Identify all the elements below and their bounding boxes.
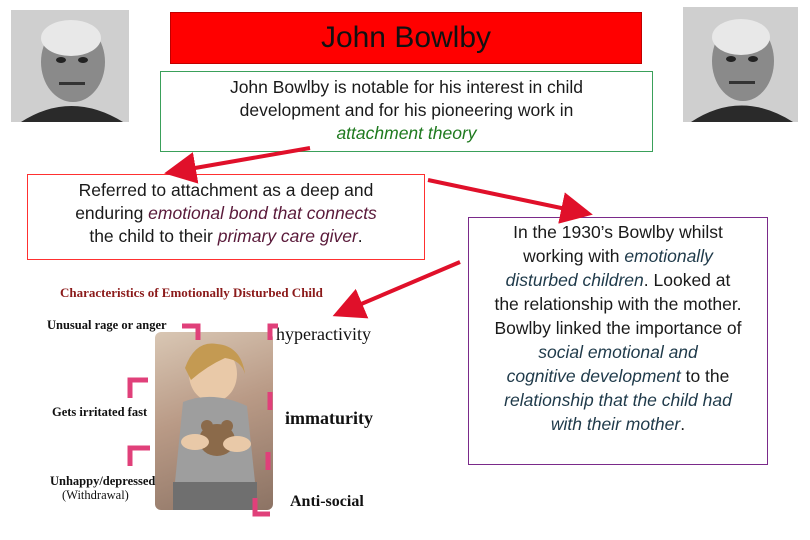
research-line-9-end: . — [680, 414, 686, 434]
research-line-2 — [473, 244, 763, 268]
research-box — [468, 217, 768, 465]
diagram-title: Characteristics of Emotionally Disturbed Child — [60, 285, 323, 300]
connector-mid-left-1 — [130, 380, 148, 398]
attachment-theory-text: attachment theory — [336, 123, 477, 143]
primary-care-giver-text: primary care giver — [217, 226, 358, 246]
definition-line-3 — [28, 225, 424, 248]
research-line-3 — [473, 268, 763, 292]
label-unusual-rage: Unusual rage or anger — [47, 318, 167, 332]
label-hyperactivity: hyperactivity — [276, 324, 371, 344]
intro-box — [160, 71, 653, 152]
social-emotional-text: social emotional and — [538, 342, 698, 362]
research-line-7-end: to the — [680, 366, 730, 386]
emotionally-text: emotionally — [624, 246, 713, 266]
intro-line-2: development and for his pioneering work in — [239, 100, 574, 120]
research-line-1: In the 1930’s Bowlby whilst — [513, 222, 723, 242]
title-banner — [170, 12, 642, 64]
with-mother-text: with their mother — [550, 414, 681, 434]
intro-line-1: John Bowlby is notable for his interest in child — [229, 77, 584, 97]
portrait-right — [683, 7, 798, 122]
connector-mid-left-2 — [130, 448, 150, 466]
child-photo-image — [155, 332, 273, 510]
child-photo — [155, 332, 273, 510]
label-irritated: Gets irritated fast — [52, 405, 148, 419]
relationship-text: relationship that the child had — [504, 390, 732, 410]
research-line-2-text: working with — [523, 246, 625, 266]
research-line-4: the relationship with the mother. — [494, 294, 742, 314]
definition-box — [27, 174, 425, 260]
research-line-9 — [473, 412, 763, 436]
label-antisocial: Anti-social — [290, 493, 364, 510]
definition-line-3-text: the child to their — [89, 226, 218, 246]
cognitive-development-text: cognitive development — [506, 366, 681, 386]
label-unhappy: Unhappy/depressed — [50, 474, 156, 488]
arrow-to-diagram — [340, 262, 460, 313]
arrow-to-research — [428, 180, 585, 213]
definition-line-2 — [28, 202, 424, 225]
research-line-3-end: . Looked at — [643, 270, 731, 290]
disturbed-children-text: disturbed children — [505, 270, 644, 290]
label-withdrawal: (Withdrawal) — [62, 488, 129, 502]
page-title: John Bowlby — [320, 21, 492, 54]
research-line-5: Bowlby linked the importance of — [494, 318, 742, 338]
definition-line-2-text: enduring — [75, 203, 149, 223]
research-line-7 — [473, 364, 763, 388]
portrait-right-image — [683, 7, 798, 122]
portrait-left-image — [11, 10, 129, 122]
emotional-bond-text: emotional bond that connects — [148, 203, 377, 223]
portrait-left — [11, 10, 129, 122]
definition-line-1: Referred to attachment as a deep and — [78, 180, 374, 200]
definition-line-3-end: . — [357, 226, 363, 246]
label-immaturity: immaturity — [285, 408, 373, 428]
